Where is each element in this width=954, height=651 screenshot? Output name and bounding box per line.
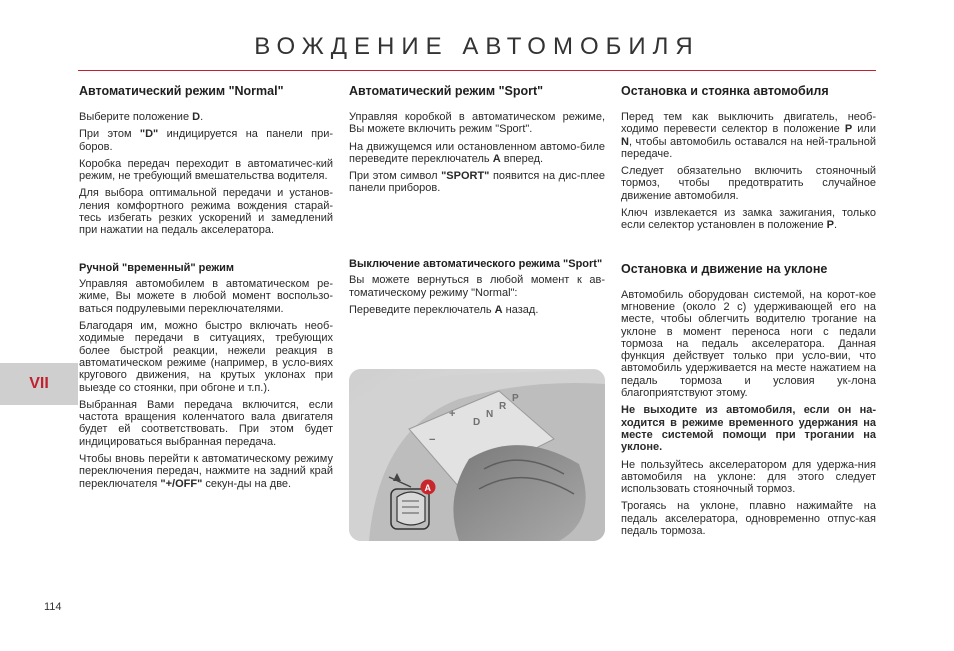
column-sport-mode xyxy=(349,84,605,321)
heading-hill-start: Остановка и движение на уклоне xyxy=(621,261,828,276)
gear-label-r: R xyxy=(499,401,507,412)
subheading-sport-off: Выключение автоматического режима "Sport" xyxy=(349,257,603,270)
paragraph: Чтобы вновь перейти к автоматическому режиму переключения передач, нажмите на задний край переключателя "+/OFF" секун-ды на две. xyxy=(79,453,333,490)
paragraph: Перед тем как выключить двигатель, необ-ходимо перевести селектор в положение P или N, чтобы автомобиль оставался на ней-тральной передаче. xyxy=(621,111,876,160)
heading-normal-mode: Автоматический режим "Normal" xyxy=(79,84,284,98)
paragraph: Трогаясь на уклоне, плавно нажимайте на педаль акселератора, одновременно отпус-кая педаль тормоза. xyxy=(621,500,876,538)
minus-label: − xyxy=(429,434,436,446)
column-normal-mode xyxy=(79,84,333,495)
chapter-tab xyxy=(0,363,78,405)
chapter-label: VII xyxy=(29,375,49,392)
switch-a-label: A xyxy=(424,483,431,493)
gear-label-p: P xyxy=(512,393,519,404)
paragraph: При этом "D" индицируется на панели при-боров. xyxy=(79,128,334,153)
paragraph: Следует обязательно включить стояночный тормоз, чтобы предотвратить случайное движение автомобиля. xyxy=(621,165,876,202)
gear-label-d: D xyxy=(473,417,481,428)
warning-paragraph: Не выходите из автомобиля, если он на-ходится в режиме временного удержания на месте системой помощи при трогании на уклоне. xyxy=(621,404,876,454)
paragraph: Для выбора оптимальной передачи и установ-ления комфортного режима вождения старай-тесь избегать резких ускорений и замедлений при нажатии на педаль акселератора. xyxy=(79,187,333,237)
page-number: 114 xyxy=(44,601,62,613)
paragraph: Выбранная Вами передача включится, если частота вращения коленчатого вала двигателя будет ей соответствовать. При этом будет индицироваться выбранная передача. xyxy=(79,398,333,448)
paragraph: При этом символ "SPORT" появится на дис-плее панели приборов. xyxy=(349,170,606,195)
plus-label: + xyxy=(449,408,456,420)
page-title: ВОЖДЕНИЕ АВТОМОБИЛЯ xyxy=(254,33,700,60)
paragraph: Автомобиль оборудован системой, на корот-кое мгновение (около 2 с) удерживающей его на месте, чтобы облегчить водителю трогание на уклоне в момент переноса ноги с педали тормоза на педаль акселератора. Данная функция действует только при усло-вии, что автомобиль удерживается на месте нажатием на педаль тормоза и условия ук-лона благоприятствуют этому. xyxy=(621,288,876,400)
gear-label-n: N xyxy=(486,409,494,420)
paragraph: Вы можете вернуться в любой момент к ав-томатическому режиму "Normal": xyxy=(349,274,605,299)
heading-sport-mode: Автоматический режим "Sport" xyxy=(349,84,544,98)
paragraph: Коробка передач переходит в автоматичес-кий режим, не требующий вмешательства водителя. xyxy=(79,157,333,183)
heading-parking: Остановка и стоянка автомобиля xyxy=(621,84,829,98)
paragraph: На движущемся или остановленном автомо-биле переведите переключатель A вперед. xyxy=(349,140,605,165)
paragraph: Управляя автомобилем в автоматическом ре-жиме, Вы можете в любой момент воспользо-ваться подрулевыми переключателями. xyxy=(79,278,333,315)
paragraph: Благодаря им, можно быстро включать необ-ходимые передачи в ситуациях, требующих более быстрой реакции, нежели реакция в автоматическом режиме (например, в усло-виях кругового движения, на крутых уклонах при выезде со стоянки, при обгоне и т.п.). xyxy=(79,320,333,394)
subheading-manual-temporary: Ручной "временный" режим xyxy=(79,261,235,274)
paragraph: Ключ извлекается из замка зажигания, только если селектор установлен в положение P. xyxy=(621,207,876,232)
title-divider xyxy=(78,70,876,71)
column-parking xyxy=(621,84,876,542)
paragraph: Управляя коробкой в автоматическом режиме, Вы можете включить режим "Sport". xyxy=(349,111,605,136)
paragraph: Выберите положение D. xyxy=(79,111,204,123)
paragraph: Не пользуйтесь акселератором для удержа-ния автомобиля на уклоне: для этого следует использовать стояночный тормоз. xyxy=(621,458,876,496)
gear-selector-illustration xyxy=(349,369,605,541)
paragraph: Переведите переключатель A назад. xyxy=(349,303,539,316)
gear-selector-drawing xyxy=(349,369,605,541)
